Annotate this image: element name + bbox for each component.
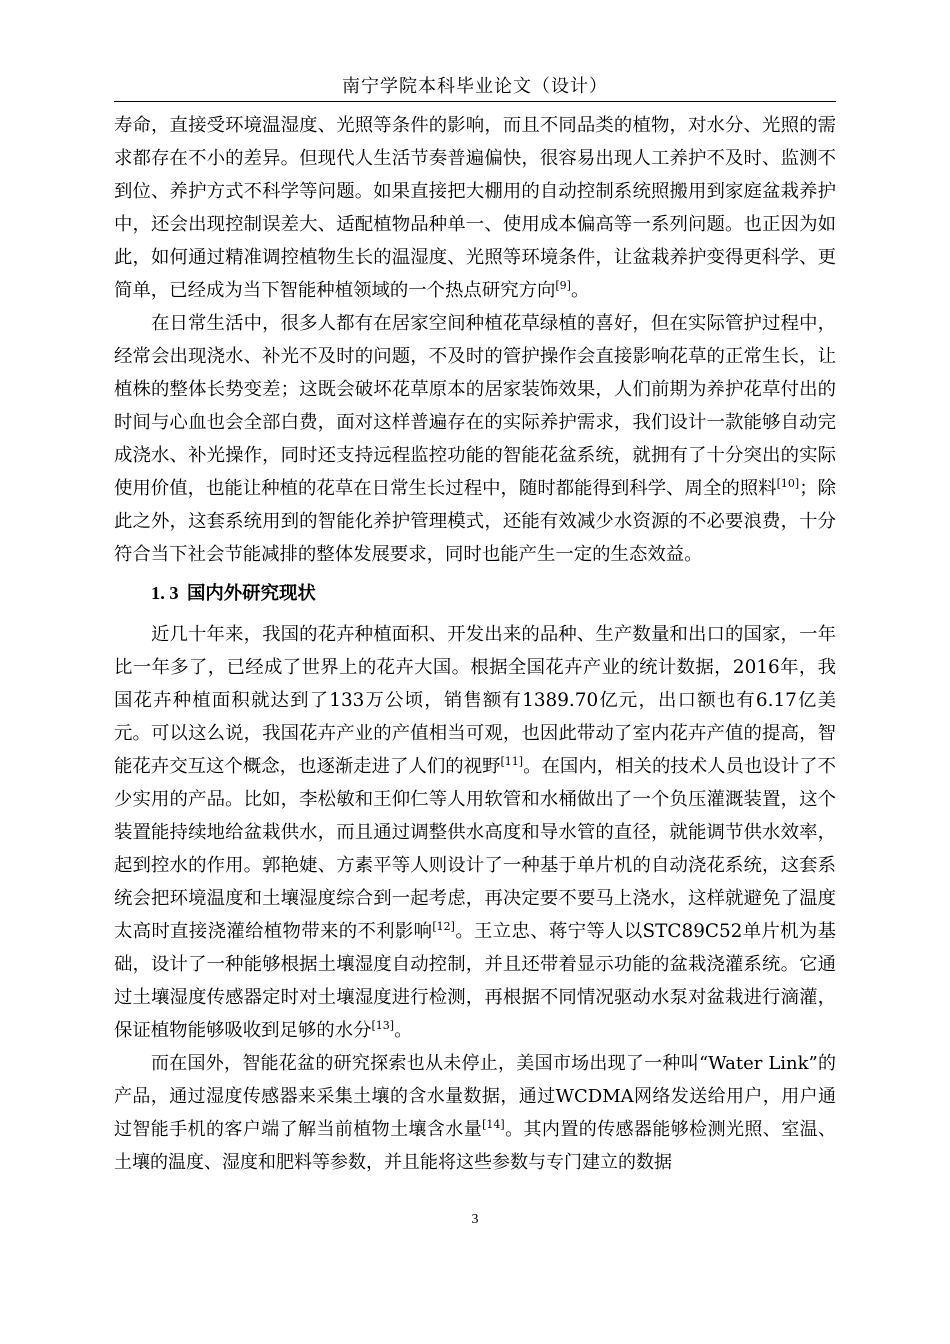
header-rule: [114, 101, 836, 102]
citation-marker: [11]: [500, 755, 524, 768]
paragraph-text: 。: [570, 280, 590, 301]
citation-marker: [12]: [432, 920, 455, 933]
paragraph: [114, 618, 836, 1047]
running-header: 南宁学院本科毕业论文（设计）: [342, 76, 608, 97]
paragraph: [114, 1047, 836, 1179]
paragraph-text: 。: [394, 1020, 413, 1041]
page-body: [114, 109, 836, 1179]
page-number: 3: [471, 1212, 479, 1227]
paragraph-text: 。王立忠、蒋宁等人以STC89C52单片机为基础，设计了一种能够根据土壤湿度自动控制，并且还带着显示功能的盆栽浇灌系统。它通过土壤湿度传感器定时对土壤湿度进行检测，再根据不同情况驱动水泵对盆栽进行滴灌，保证植物能够吸收到足够的水分: [114, 921, 836, 1041]
paragraph-text: 寿命，直接受环境温湿度、光照等条件的影响，而且不同品类的植物，对水分、光照的需求都存在不小的差异。但现代人生活节奏普遍偏快，很容易出现人工养护不及时、监测不到位、养护方式不科学等问题。如果直接把大棚用的自动控制系统照搬用到家庭盆栽养护中，还会出现控制误差大、适配植物品种单一、使用成本偏高等一系列问题。也正因为如此，如何通过精准调控植物生长的温湿度、光照等环境条件，让盆栽养护变得更科学、更简单，已经成为当下智能种植领域的一个热点研究方向: [114, 115, 836, 301]
citation-marker: [9]: [555, 279, 571, 292]
paragraph-text: 而在国外，智能花盆的研究探索也从未停止，美国市场出现了一种叫“Water Link”的产品，通过湿度传感器来采集土壤的含水量数据，通过WCDMA网络发送给用户，用户通过智能手机的客户端了解当前植物土壤含水量: [114, 1053, 836, 1140]
citation-marker: [10]: [776, 477, 800, 490]
paragraph: [114, 109, 836, 307]
section-title: 国内外研究现状: [187, 583, 316, 604]
paragraph-text: 近几十年来，我国的花卉种植面积、开发出来的品种、生产数量和出口的国家，一年比一年多了，已经成了世界上的花卉大国。根据全国花卉产业的统计数据，2016年，我国花卉种植面积就达到了133万公顷，销售额有1389.70亿元，出口额也有6.17亿美元。可以这么说，我国花卉产业的产值相当可观，也因此带动了室内花卉产值的提高，智能花卉交互这个概念，也逐渐走进了人们的视野: [114, 624, 836, 777]
paragraph-text: 。其内置的传感器能够检测光照、室温、土壤的温度、湿度和肥料等参数，并且能将这些参数与专门建立的数据: [114, 1119, 836, 1173]
section-number: 1. 3: [151, 583, 179, 603]
paragraph-text: 。在国内，相关的技术人员也设计了不少实用的产品。比如，李松敏和王仰仁等人用软管和水桶做出了一个负压灌溉装置，这个装置能持续地给盆栽供水，而且通过调整供水高度和导水管的直径，就能调节供水效率，起到控水的作用。郭艳婕、方素平等人则设计了一种基于单片机的自动浇花系统，这套系统会把环境温度和土壤湿度综合到一起考虑，再决定要不要马上浇水，这样就避免了温度太高时直接浇灌给植物带来的不利影响: [114, 756, 836, 942]
paragraph-text: 在日常生活中，很多人都有在居家空间种植花草绿植的喜好，但在实际管护过程中，经常会出现浇水、补光不及时的问题，不及时的管护操作会直接影响花草的正常生长，让植株的整体长势变差；这既会破坏花草原本的居家装饰效果，人们前期为养护花草付出的时间与心血也会全部白费，面对这样普遍存在的实际养护需求，我们设计一款能够自动完成浇水、补光操作，同时还支持远程监控功能的智能花盆系统，就拥有了十分突出的实际使用价值，也能让种植的花草在日常生长过程中，随时都能得到科学、周全的照料: [114, 313, 836, 499]
paragraph-text: ；除此之外，这套系统用到的智能化养护管理模式，还能有效减少水资源的不必要浪费，十分符合当下社会节能减排的整体发展要求，同时也能产生一定的生态效益。: [114, 478, 836, 565]
paragraph: [114, 307, 836, 571]
citation-marker: [14]: [482, 1118, 505, 1131]
section-heading: [114, 577, 836, 610]
citation-marker: [13]: [371, 1019, 395, 1032]
